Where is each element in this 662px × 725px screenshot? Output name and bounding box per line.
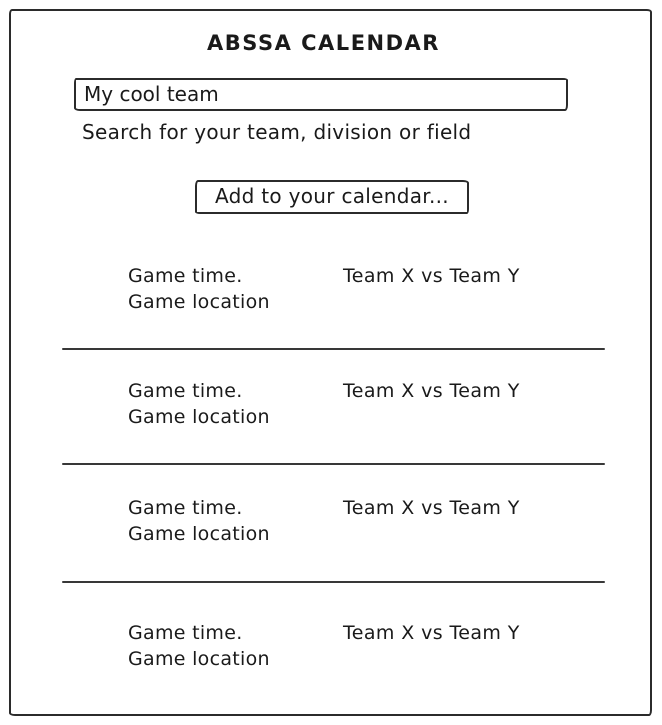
game-meta <box>128 378 343 430</box>
add-to-calendar-button[interactable]: Add to your calendar... <box>195 180 469 214</box>
game-time: Game time. <box>128 497 243 519</box>
game-meta <box>128 263 343 315</box>
game-row[interactable] <box>128 620 610 672</box>
row-separator <box>62 581 605 583</box>
game-row[interactable] <box>128 495 610 547</box>
game-location: Game location <box>128 406 270 428</box>
row-separator <box>62 463 605 465</box>
game-matchup: Team X vs Team Y <box>343 622 520 644</box>
game-meta <box>128 620 343 672</box>
game-location: Game location <box>128 291 270 313</box>
game-matchup: Team X vs Team Y <box>343 497 520 519</box>
game-meta <box>128 495 343 547</box>
game-time: Game time. <box>128 380 243 402</box>
app-frame <box>9 9 652 716</box>
game-matchup: Team X vs Team Y <box>343 265 520 287</box>
game-list <box>11 11 650 714</box>
page-title: ABSSA CALENDAR <box>207 31 440 55</box>
game-time: Game time. <box>128 265 243 287</box>
game-row[interactable] <box>128 378 610 430</box>
row-separator <box>62 348 605 350</box>
game-matchup: Team X vs Team Y <box>343 380 520 402</box>
game-location: Game location <box>128 523 270 545</box>
search-helper-text: Search for your team, division or field <box>82 120 472 144</box>
game-location: Game location <box>128 648 270 670</box>
game-row[interactable] <box>128 263 610 315</box>
game-time: Game time. <box>128 622 243 644</box>
